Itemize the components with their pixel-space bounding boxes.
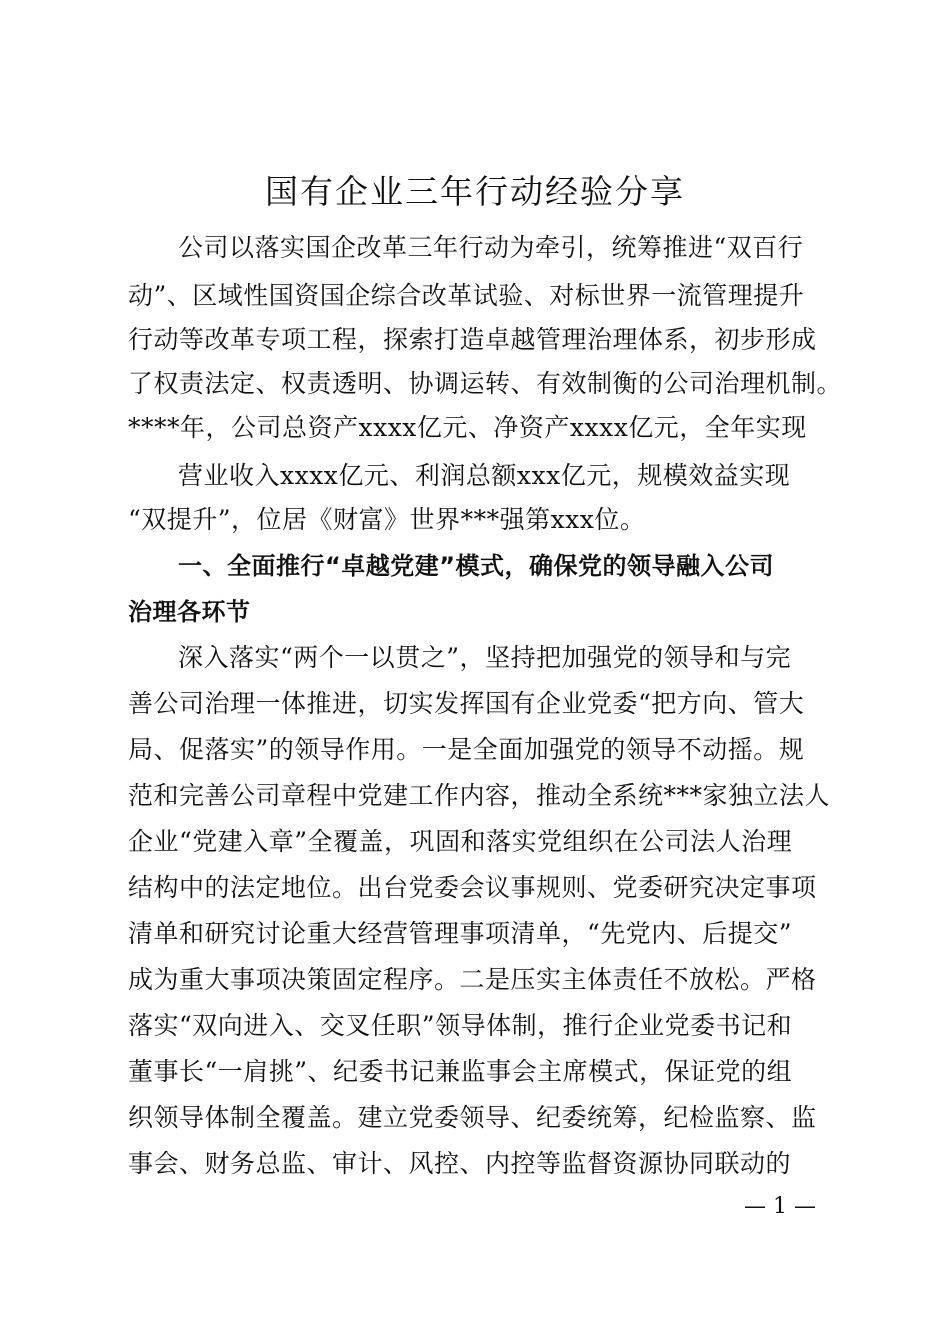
body-line: 落实“双向进入、交叉任职”领导体制，推行企业党委书记和 [128,1011,793,1040]
document-title: 国有企业三年行动经验分享 [265,172,685,211]
body-line: 动”、区域性国资国企综合改革试验、对标世界一流管理提升 [128,281,805,310]
section-heading: 一、全面推行“卓越党建”模式，确保党的领导融入公司 [178,552,775,580]
body-line: 清单和研究讨论重大经营管理事项清单，“先党内、后提交” [128,919,793,948]
body-line: ****年，公司总资产xxxx亿元、净资产xxxx亿元，全年实现 [128,413,807,442]
body-line: 了权责法定、权责透明、协调运转、有效制衡的公司治理机制。 [128,369,843,398]
body-line: 董事长“一肩挑”、纪委书记兼监事会主席模式，保证党的组 [128,1057,793,1086]
body-line: “双提升”，位居《财富》世界***强第xxx位。 [128,505,646,534]
body-line: 结构中的法定地位。出台党委会议事规则、党委研究决定事项 [128,873,817,902]
body-line: 公司以落实国企改革三年行动为牵引，统筹推进“双百行 [178,233,804,262]
body-line: 范和完善公司章程中党建工作内容，推动全系统***家独立法人 [128,781,831,810]
body-line: 成为重大事项决策固定程序。二是压实主体责任不放松。严格 [128,965,817,994]
body-line: 织领导体制全覆盖。建立党委领导、纪委统筹，纪检监察、监 [128,1103,817,1132]
body-line: 行动等改革专项工程，探索打造卓越管理治理体系，初步形成 [128,325,817,354]
section-heading: 治理各环节 [128,598,251,626]
body-line: 企业“党建入章”全覆盖，巩固和落实党组织在公司法人治理 [128,827,793,856]
page-number: — 1 — [744,1194,816,1219]
body-line: 局、促落实”的领导作用。一是全面加强党的领导不动摇。规 [128,735,805,764]
body-line: 深入落实“两个一以贯之”，坚持把加强党的领导和与完 [178,643,792,672]
body-line: 善公司治理一体推进，切实发挥国有企业党委“把方向、管大 [128,689,805,718]
body-line: 营业收入xxxx亿元、利润总额xxx亿元，规模效益实现 [178,461,791,490]
body-line: 事会、财务总监、审计、风控、内控等监督资源协同联动的 [128,1149,792,1178]
